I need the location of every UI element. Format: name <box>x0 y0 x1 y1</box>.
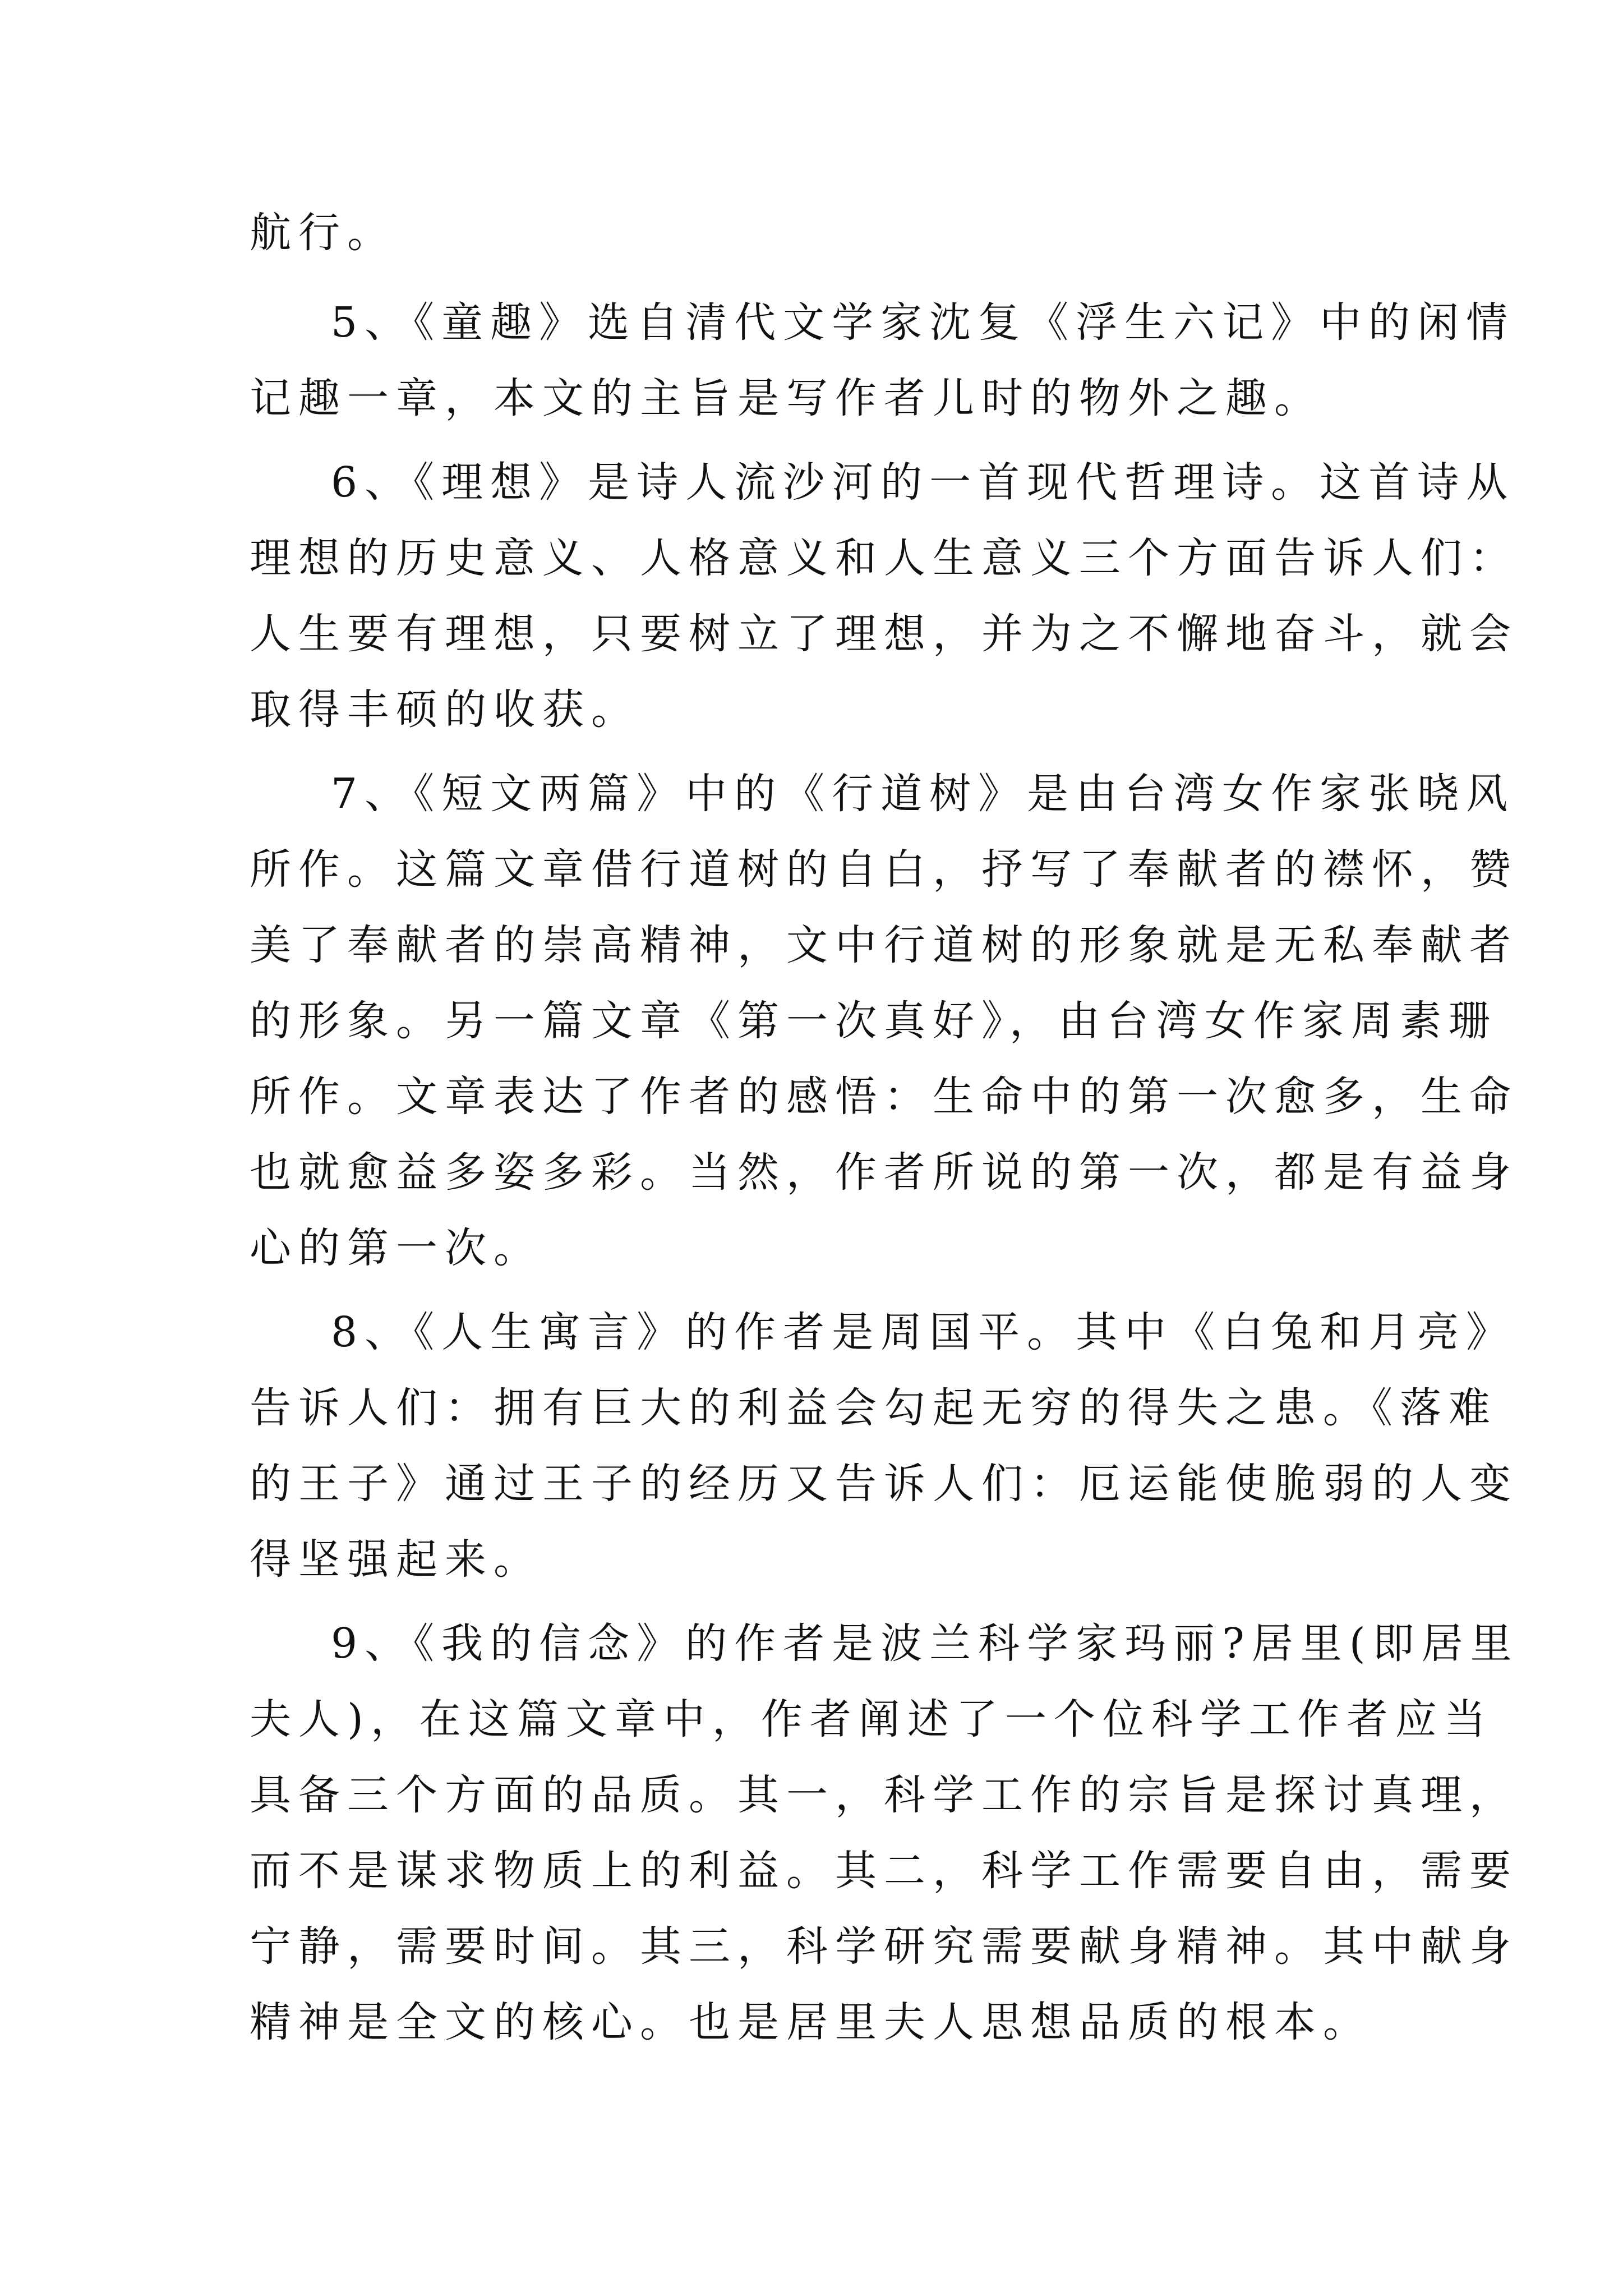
paragraph-7-line-1: 7、《短文两篇》中的《行道树》是由台湾女作家张晓风 <box>331 770 1515 818</box>
paragraph-6-line-1: 6、《理想》是诗人流沙河的一首现代哲理诗。这首诗从 <box>331 458 1515 507</box>
paragraph-8-line-4: 得坚强起来。 <box>250 1535 542 1584</box>
paragraph-9-line-6: 精神是全文的核心。也是居里夫人思想品质的根本。 <box>250 1998 1372 2046</box>
paragraph-9-line-5: 宁静，需要时间。其三，科学研究需要献身精神。其中献身 <box>250 1922 1518 1971</box>
paragraph-6-line-4: 取得丰硕的收获。 <box>250 685 640 734</box>
paragraph-7-line-6: 也就愈益多姿多彩。当然，作者所说的第一次，都是有益身 <box>250 1148 1518 1197</box>
paragraph-8-line-1: 8、《人生寓言》的作者是周国平。其中《白兔和月亮》 <box>331 1308 1515 1356</box>
paragraph-6-line-3: 人生要有理想，只要树立了理想，并为之不懈地奋斗，就会 <box>250 610 1518 658</box>
paragraph-8-line-3: 的王子》通过王子的经历又告诉人们：厄运能使脆弱的人变 <box>250 1460 1518 1508</box>
paragraph-7-line-2: 所作。这篇文章借行道树的自白，抒写了奉献者的襟怀，赞 <box>250 845 1518 894</box>
paragraph-8-line-2: 告诉人们：拥有巨大的利益会勾起无穷的得失之患。《落难 <box>250 1384 1497 1432</box>
paragraph-9-line-3: 具备三个方面的品质。其一，科学工作的宗旨是探讨真理， <box>250 1771 1518 1819</box>
paragraph-9-line-2: 夫人)，在这篇文章中，作者阐述了一个位科学工作者应当 <box>250 1695 1493 1743</box>
paragraph-9-line-1: 9、《我的信念》的作者是波兰科学家玛丽?居里(即居里 <box>331 1619 1519 1668</box>
paragraph-6-line-2: 理想的历史意义、人格意义和人生意义三个方面告诉人们： <box>250 534 1518 582</box>
paragraph-9-line-4: 而不是谋求物质上的利益。其二，科学工作需要自由，需要 <box>250 1847 1518 1895</box>
paragraph-7-line-3: 美了奉献者的崇高精神，文中行道树的形象就是无私奉献者 <box>250 921 1518 969</box>
paragraph-7-line-4: 的形象。另一篇文章《第一次真好》，由台湾女作家周素珊 <box>250 997 1497 1045</box>
paragraph-5-line-2: 记趣一章，本文的主旨是写作者儿时的物外之趣。 <box>250 374 1323 422</box>
paragraph-7-line-7: 心的第一次。 <box>250 1224 542 1272</box>
text-line: 航行。 <box>250 209 396 257</box>
paragraph-5-line-1: 5、《童趣》选自清代文学家沈复《浮生六记》中的闲情 <box>331 298 1515 347</box>
paragraph-7-line-5: 所作。文章表达了作者的感悟：生命中的第一次愈多，生命 <box>250 1073 1518 1121</box>
